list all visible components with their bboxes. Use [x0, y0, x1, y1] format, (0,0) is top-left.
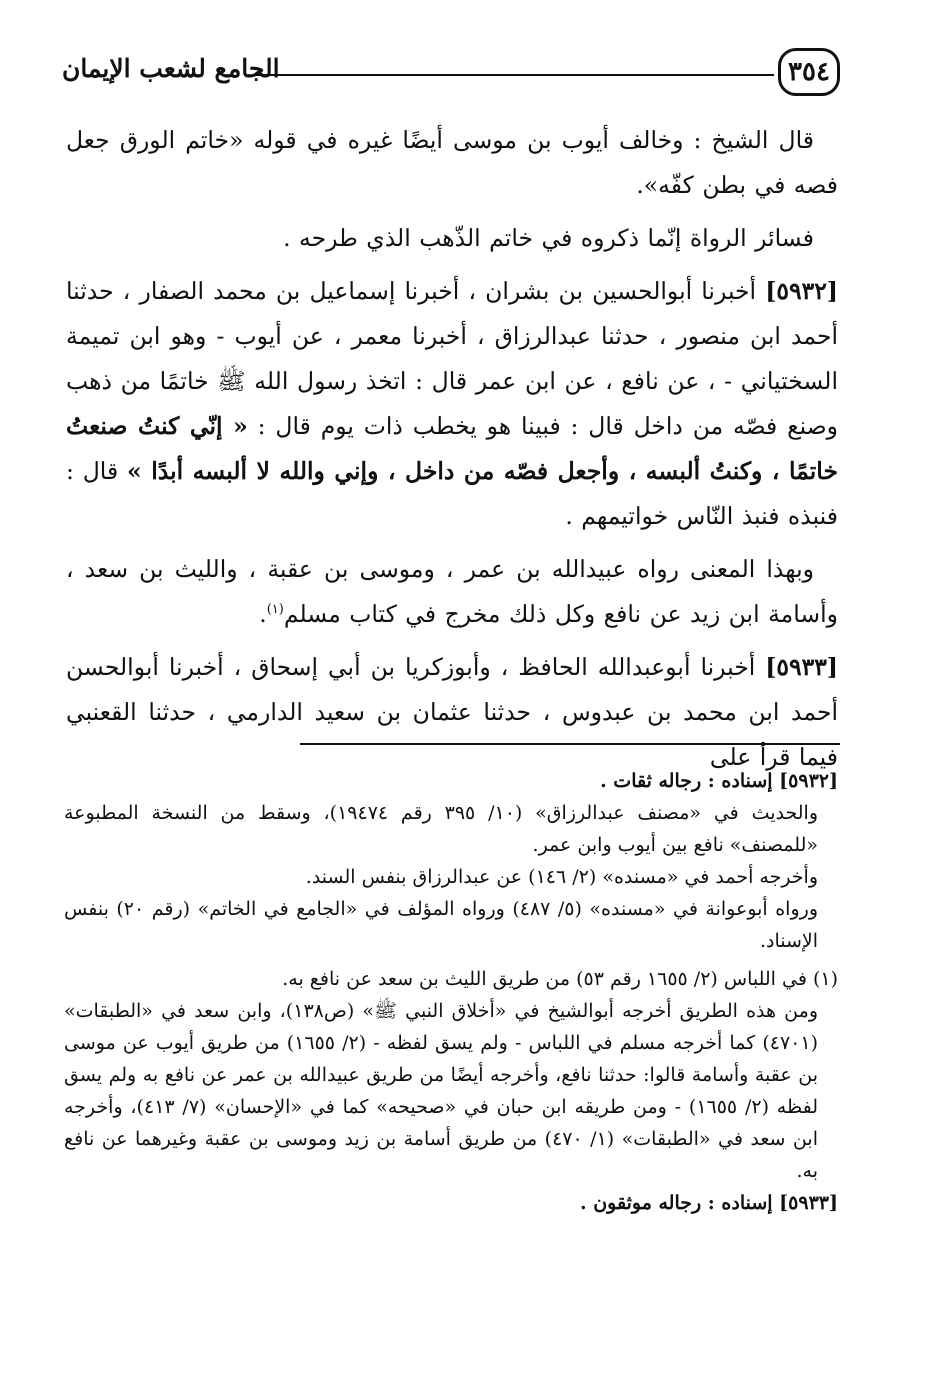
book-title: الجامع لشعب الإيمان [62, 54, 280, 83]
hadith-5932 [66, 269, 838, 539]
hadith-matn: « إنّي كنتُ صنعتُ خاتمًا ، وكنتُ ألبسه ، وأجعل فصّه من داخل ، وإني والله لا ألبسه أبدًا » [66, 412, 838, 485]
page-number: ٣٥٤ [778, 48, 840, 96]
hadith-number: [٥٩٣٢] [765, 277, 838, 305]
hadith-ending: قال : فنبذه فنبذ النّاس خواتيمهم . [66, 457, 838, 530]
note-text: والحديث في «مصنف عبدالرزاق» (١٠/ ٣٩٥ رقم ١٩٤٧٤)، وسقط من النسخة المطبوعة «للمصنف» نافع بين أيوب وابن عمر. [64, 802, 818, 856]
page-header [60, 48, 840, 100]
paragraph-1: قال الشيخ : وخالف أيوب بن موسى أيضًا غيره في قوله «خاتم الورق جعل فصه في بطن كفّه». [66, 126, 838, 199]
hadith-isnad: أخبرنا أبوعبدالله الحافظ ، وأبوزكريا بن أبي إسحاق ، أخبرنا أبوالحسن أحمد ابن محمد بن عبدوس ، حدثنا عثمان بن سعيد الدارمي ، حدثنا القعنبي فيما قرأ على [66, 653, 838, 771]
paragraph-2: فسائر الرواة إنّما ذكروه في خاتم الذّهب الذي طرحه . [283, 224, 814, 252]
paragraph-3-text: وبهذا المعنى رواه عبيدالله بن عمر ، وموسى بن عقبة ، والليث بن سعد ، وأسامة ابن زيد عن نافع وكل ذلك مخرج في كتاب مسلم [66, 555, 838, 628]
hadith-number: [٥٩٣٣] [765, 653, 838, 681]
hadith-isnad: أخبرنا أبوالحسين بن بشران ، أخبرنا إسماعيل بن محمد الصفار ، حدثنا أحمد ابن منصور ، حدثنا عبدالرزاق ، أخبرنا معمر ، عن أيوب - وهو ابن تميمة السختياني - ، عن نافع ، عن ابن عمر قال : اتخذ رسول الله ﷺ خاتمًا من ذهب وصنع فصّه من داخل قال : فبينا هو يخطب ذات يوم قال : [66, 277, 838, 440]
note-5933-label: [٥٩٣٣] إسناده : رجاله موثقون . [579, 1192, 838, 1214]
header-rule [256, 74, 774, 76]
footnote-separator [300, 743, 840, 745]
paragraph-3-end: . [259, 600, 267, 628]
footnote-ref: (١) [266, 602, 284, 618]
note-5932-label: [٥٩٣٢] إسناده : رجاله ثقات . [600, 770, 838, 792]
footnote-1-continued: ومن هذه الطريق أخرجه أبوالشيخ في «أخلاق النبي ﷺ» (ص١٣٨)، وابن سعد في «الطبقات» (٤٧٠١) كما أخرجه مسلم في اللباس - ولم يسق لفظه - (٢/ ١٦٥٥) من طريق أيوب عن موسى بن عقبة وأسامة قالوا: حدثنا نافع، وأخرجه أيضًا من طريق عبيدالله بن عمر عن نافع به ولم يسق لفظه (٢/ ١٦٥٥) - ومن طريقه ابن حبان في «صحيحه» كما في «الإحسان» (٧/ ٤١٣)، وأخرجه ابن سعد في «الطبقات» (١/ ٤٧٠) من طريق أسامة بن زيد وموسى بن عقبة وغيرهما عن نافع به. [64, 1000, 818, 1182]
note-text: ورواه أبوعوانة في «مسنده» (٥/ ٤٨٧) ورواه المؤلف في «الجامع في الخاتم» (رقم ٢٠) بنفس الإسناد. [64, 898, 818, 952]
hadith-5933 [66, 645, 838, 780]
paragraph-3 [66, 547, 838, 637]
footnotes [64, 765, 838, 1219]
footnote-1: (١) في اللباس (٢/ ١٦٥٥ رقم ٥٣) من طريق الليث بن سعد عن نافع به. [282, 968, 838, 990]
main-text [66, 118, 838, 780]
note-text: وأخرجه أحمد في «مسنده» (٢/ ١٤٦) عن عبدالرزاق بنفس السند. [305, 866, 818, 888]
